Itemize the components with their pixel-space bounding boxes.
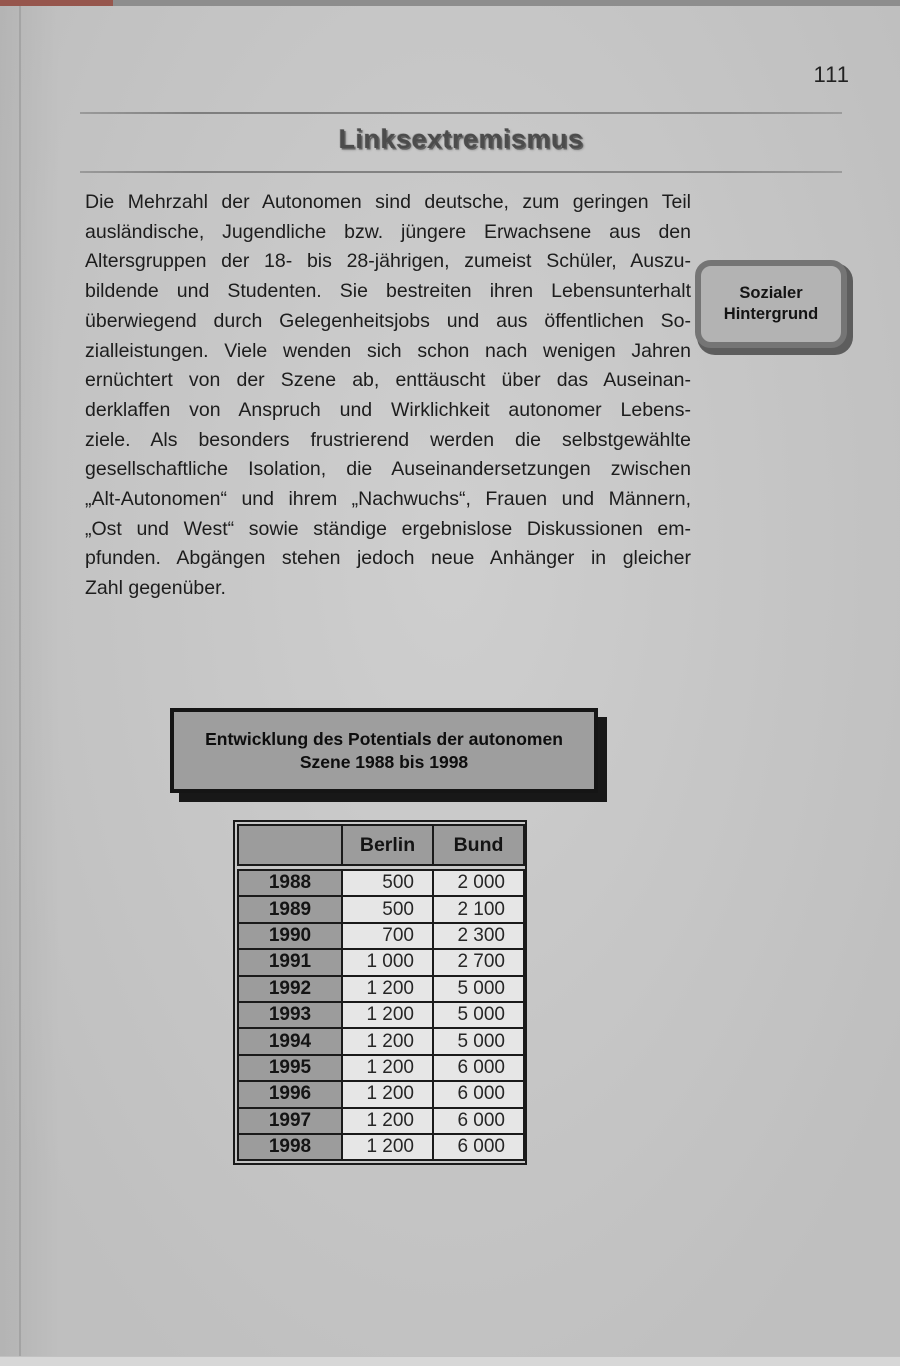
table-row [238, 1002, 524, 1028]
paragraph-line: „Alt-Autonomen“ und ihrem „Nachwuchs“, Frauen und Männern, [85, 488, 691, 511]
bund-value-cell: 2 700 [433, 949, 524, 975]
year-cell: 1994 [238, 1028, 342, 1054]
berlin-value-cell: 500 [342, 896, 433, 922]
table-title-line2: Szene 1988 bis 1998 [299, 751, 469, 772]
paragraph-line: zialleistungen. Viele wenden sich schon nach wenigen Jahren [85, 339, 691, 362]
margin-label-line1: Sozialer [739, 284, 803, 302]
body-paragraph [85, 188, 691, 604]
table-row [238, 1108, 524, 1134]
table-row [238, 896, 524, 922]
page-number: 111 [813, 62, 850, 87]
year-cell: 1998 [238, 1134, 342, 1160]
paragraph-line: überwiegend durch Gelegenheitsjobs und aus öffentlichen So- [85, 309, 691, 332]
bund-value-cell: 6 000 [433, 1134, 524, 1160]
bund-value-cell: 5 000 [433, 1028, 524, 1054]
year-cell: 1990 [238, 923, 342, 949]
margin-label-line2: Hintergrund [723, 305, 819, 323]
bund-value-cell: 6 000 [433, 1055, 524, 1081]
heading-rule-top [80, 112, 842, 114]
scan-left-edge-line [19, 6, 21, 1366]
paragraph-line: „Ost und West“ sowie ständige ergebnislose Diskussionen em- [85, 517, 691, 540]
paragraph-line: ziele. Als besonders frustrierend werden die selbstgewählte [85, 428, 691, 451]
paragraph-line: Zahl gegenüber. [85, 577, 226, 600]
bund-value-cell: 5 000 [433, 1002, 524, 1028]
page-title: Linksextremismus [338, 124, 584, 154]
table-header-empty-cell [238, 825, 342, 865]
year-cell: 1992 [238, 976, 342, 1002]
berlin-value-cell: 1 200 [342, 1081, 433, 1107]
margin-label-box [695, 260, 847, 348]
bund-value-cell: 2 300 [433, 923, 524, 949]
berlin-value-cell: 500 [342, 870, 433, 896]
paragraph-line: derklaffen von Anspruch und Wirklichkeit autonomer Lebens- [85, 398, 691, 421]
berlin-value-cell: 1 200 [342, 1028, 433, 1054]
table-title-box [170, 708, 598, 793]
year-cell: 1988 [238, 870, 342, 896]
paragraph-line: ernüchtert von der Szene ab, enttäuscht über das Auseinan- [85, 369, 691, 392]
table-row [238, 1081, 524, 1107]
year-cell: 1995 [238, 1055, 342, 1081]
table-header-berlin: Berlin [342, 825, 433, 865]
potential-table-header [237, 824, 525, 866]
table-row [238, 1134, 524, 1160]
bund-value-cell: 6 000 [433, 1108, 524, 1134]
table-body-rows [238, 870, 524, 1160]
year-cell: 1993 [238, 1002, 342, 1028]
scan-edge-top-bar [0, 0, 900, 6]
berlin-value-cell: 1 200 [342, 1108, 433, 1134]
paragraph-line: ausländische, Jugendliche bzw. jüngere Erwachsene aus den [85, 220, 691, 243]
scan-edge-accent-bar [0, 0, 113, 6]
berlin-value-cell: 1 200 [342, 1134, 433, 1160]
paragraph-line: bildende und Studenten. Sie bestreiten ihren Lebensunterhalt [85, 280, 691, 303]
berlin-value-cell: 700 [342, 923, 433, 949]
potential-table [233, 820, 527, 1165]
bund-value-cell: 6 000 [433, 1081, 524, 1107]
year-cell: 1989 [238, 896, 342, 922]
berlin-value-cell: 1 000 [342, 949, 433, 975]
table-row [238, 1055, 524, 1081]
table-row [238, 949, 524, 975]
table-row [238, 870, 524, 896]
table-header-bund: Bund [433, 825, 524, 865]
paragraph-line: pfunden. Abgängen stehen jedoch neue Anhänger in gleicher [85, 547, 691, 570]
paragraph-line: gesellschaftliche Isolation, die Auseinandersetzungen zwischen [85, 458, 691, 481]
table-row [238, 1028, 524, 1054]
bund-value-cell: 5 000 [433, 976, 524, 1002]
bund-value-cell: 2 100 [433, 896, 524, 922]
berlin-value-cell: 1 200 [342, 1002, 433, 1028]
year-cell: 1997 [238, 1108, 342, 1134]
bund-value-cell: 2 000 [433, 870, 524, 896]
berlin-value-cell: 1 200 [342, 976, 433, 1002]
table-title-line1: Entwicklung des Potentials der autonomen [205, 728, 563, 749]
potential-table-body [237, 869, 525, 1161]
table-row [238, 923, 524, 949]
table-row [238, 976, 524, 1002]
year-cell: 1996 [238, 1081, 342, 1107]
berlin-value-cell: 1 200 [342, 1055, 433, 1081]
paragraph-line: Die Mehrzahl der Autonomen sind deutsche, zum geringen Teil [85, 191, 691, 213]
heading-rule-bottom [80, 171, 842, 173]
paragraph-line: Altersgruppen der 18- bis 28-jährigen, zumeist Schüler, Auszu- [85, 250, 691, 273]
year-cell: 1991 [238, 949, 342, 975]
scan-edge-bottom [0, 1356, 900, 1366]
